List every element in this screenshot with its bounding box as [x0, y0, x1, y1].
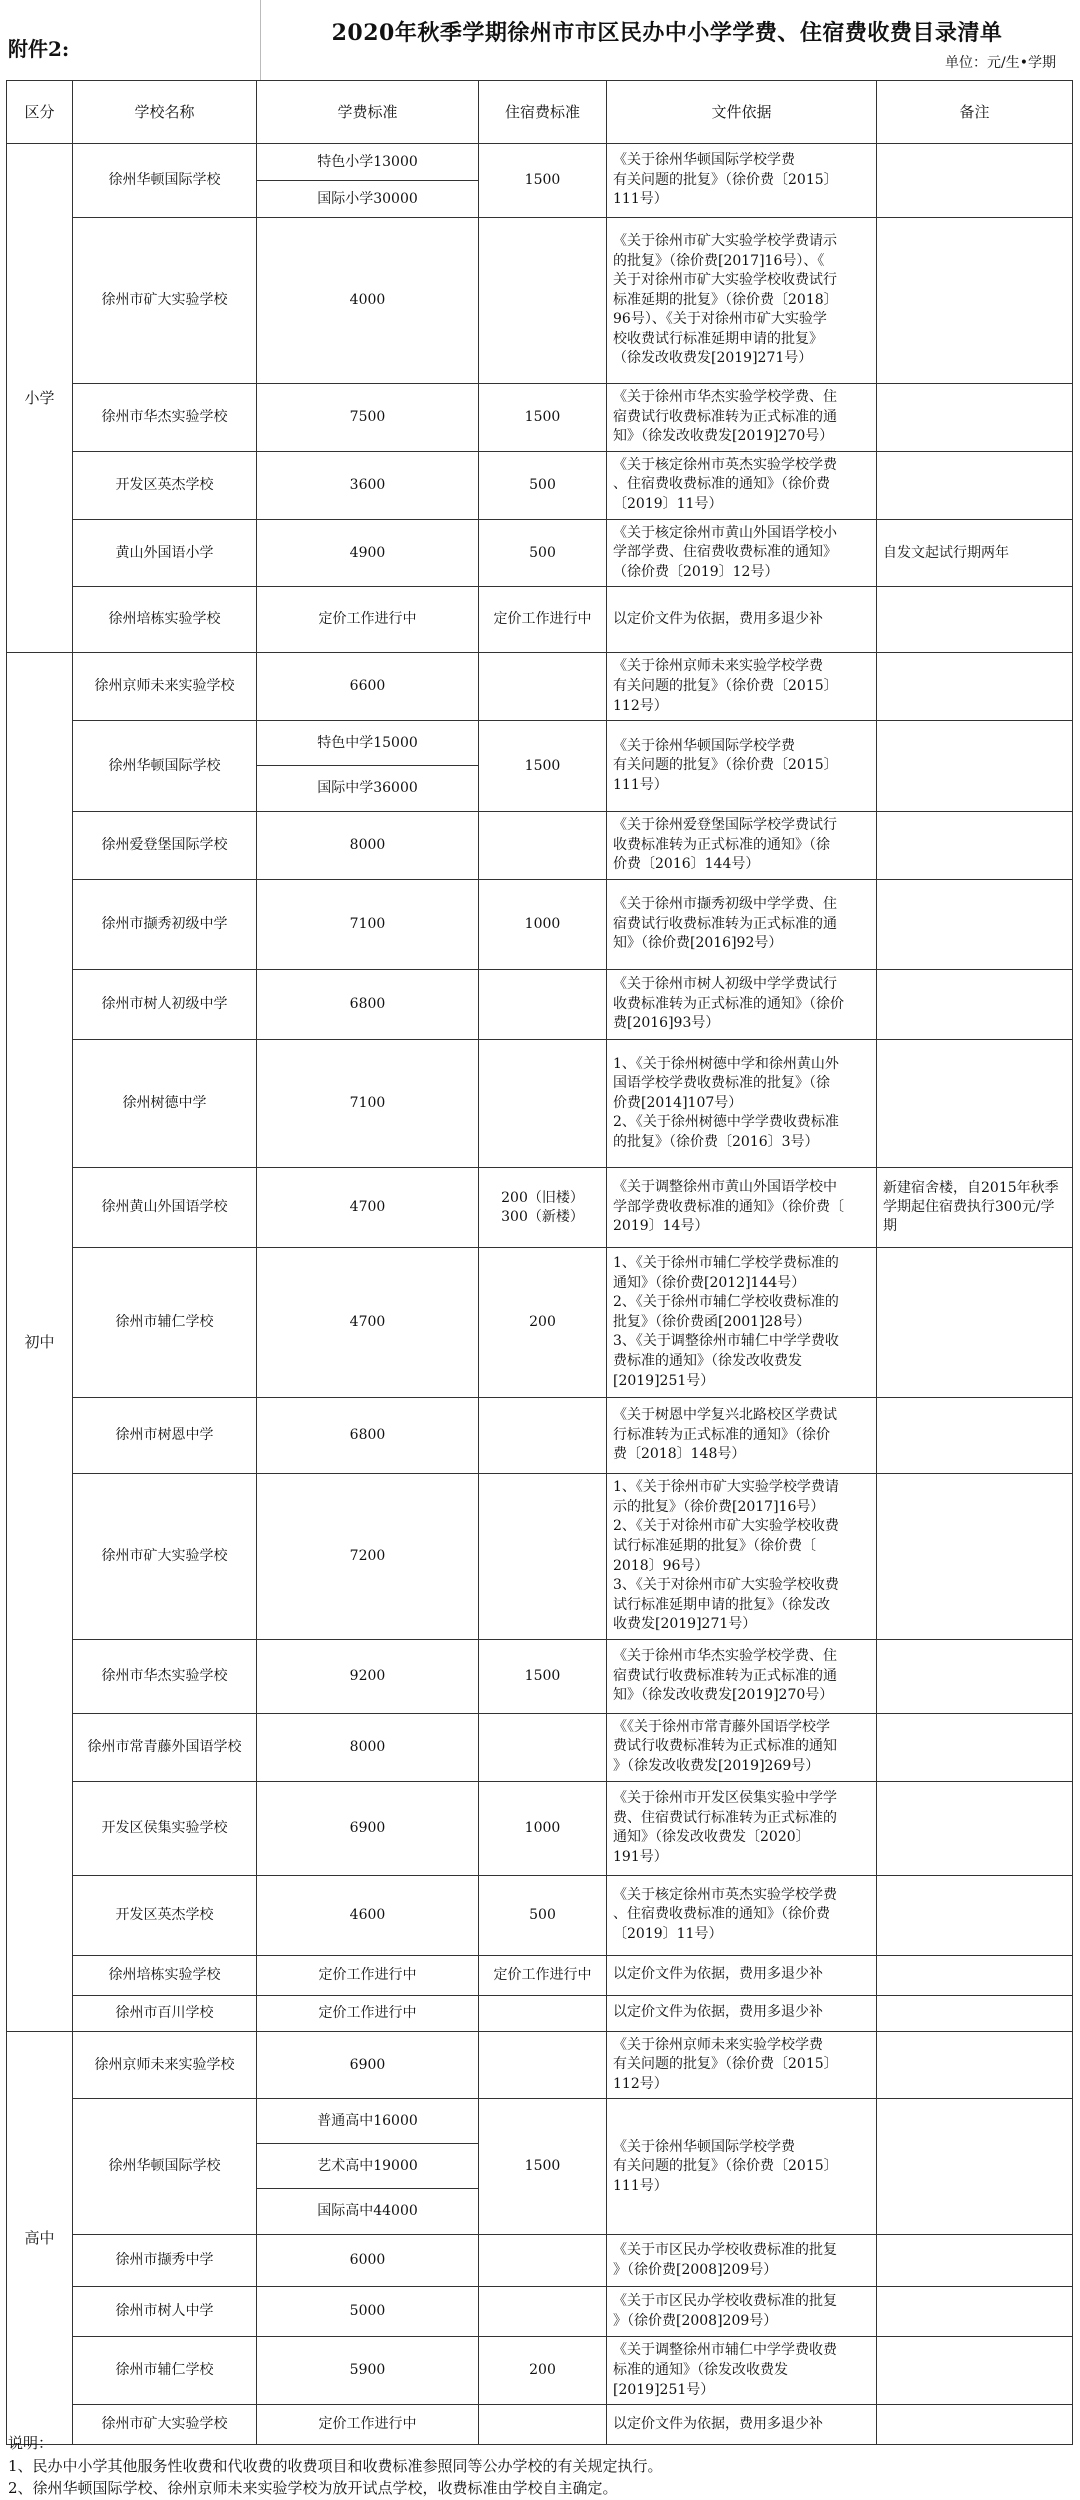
note-cell	[877, 144, 1073, 218]
school-name-cell: 开发区英杰学校	[73, 1875, 257, 1955]
tuition-cell: 8000	[257, 812, 479, 880]
document-basis-cell: 《关于徐州华顿国际学校学费 有关问题的批复》（徐价费〔2015〕 111号）	[607, 144, 877, 218]
tuition-cell: 定价工作进行中	[257, 1955, 479, 1995]
document-basis-cell: 《关于核定徐州市英杰实验学校学费 、住宿费收费标准的通知》（徐价费 〔2019〕11号）	[607, 451, 877, 519]
school-name-cell: 徐州华顿国际学校	[73, 2099, 257, 2235]
school-name-cell: 徐州市矿大实验学校	[73, 2405, 257, 2445]
boarding-fee-cell: 200	[479, 1248, 607, 1398]
document-basis-cell: 1、《关于徐州树德中学和徐州黄山外 国语学校学费收费标准的批复》（徐 价费[2014]107号） 2、《关于徐州树德中学学费收费标准 的批复》（徐价费〔2016〕3号）	[607, 1040, 877, 1168]
table-row	[7, 1639, 1073, 1713]
school-name-cell: 黄山外国语小学	[73, 519, 257, 587]
table-row	[7, 1040, 1073, 1168]
table-row	[7, 1955, 1073, 1995]
boarding-fee-cell: 1500	[479, 384, 607, 452]
school-name-cell: 徐州黄山外国语学校	[73, 1168, 257, 1248]
table-row	[7, 721, 1073, 766]
note-cell	[877, 2287, 1073, 2337]
document-basis-cell: 《关于徐州京师未来实验学校学费 有关问题的批复》（徐价费〔2015〕 112号）	[607, 2031, 877, 2099]
document-basis-cell: 《关于调整徐州市辅仁中学学费收费 标准的通知》（徐发改收费发 [2019]251号）	[607, 2337, 877, 2405]
document-basis-cell: 《关于树恩中学复兴北路校区学费试 行标准转为正式标准的通知》（徐价 费〔2018〕148号）	[607, 1398, 877, 1474]
document-basis-cell: 《关于调整徐州市黄山外国语学校中 学部学费收费标准的通知》（徐价费〔 2019〕14号）	[607, 1168, 877, 1248]
document-basis-cell: 以定价文件为依据，费用多退少补	[607, 587, 877, 653]
document-basis-cell: 《关于市区民办学校收费标准的批复 》（徐价费[2008]209号）	[607, 2235, 877, 2287]
table-body	[7, 144, 1073, 2445]
note-cell	[877, 2235, 1073, 2287]
table-row	[7, 880, 1073, 970]
table-row	[7, 1248, 1073, 1398]
school-name-cell: 徐州市树恩中学	[73, 1398, 257, 1474]
boarding-fee-cell	[479, 1474, 607, 1640]
tuition-cell: 9200	[257, 1639, 479, 1713]
school-name-cell: 徐州市撷秀中学	[73, 2235, 257, 2287]
table-row	[7, 1995, 1073, 2031]
col-header-document: 文件依据	[607, 81, 877, 144]
unit-label: 单位：元/生•学期	[945, 55, 1056, 71]
school-name-cell: 开发区英杰学校	[73, 451, 257, 519]
tuition-cell: 4900	[257, 519, 479, 587]
tuition-cell: 4000	[257, 218, 479, 384]
note-cell	[877, 384, 1073, 452]
school-name-cell: 徐州市树人中学	[73, 2287, 257, 2337]
tuition-cell: 4600	[257, 1875, 479, 1955]
category-cell: 小学	[7, 144, 73, 653]
boarding-fee-cell	[479, 1040, 607, 1168]
table-row	[7, 519, 1073, 587]
tuition-cell: 7500	[257, 384, 479, 452]
boarding-fee-cell: 1000	[479, 1781, 607, 1875]
document-basis-cell: 《关于徐州华顿国际学校学费 有关问题的批复》（徐价费〔2015〕 111号）	[607, 721, 877, 812]
tuition-cell: 4700	[257, 1248, 479, 1398]
document-basis-cell: 《关于徐州市撷秀初级中学学费、住 宿费试行收费标准转为正式标准的通 知》（徐价费[2016]92号）	[607, 880, 877, 970]
table-row	[7, 384, 1073, 452]
boarding-fee-cell	[479, 1713, 607, 1781]
fee-table	[6, 80, 1073, 2445]
document-basis-cell: 《关于徐州华顿国际学校学费 有关问题的批复》（徐价费〔2015〕 111号）	[607, 2099, 877, 2235]
col-header-boarding: 住宿费标准	[479, 81, 607, 144]
boarding-fee-cell	[479, 2235, 607, 2287]
footer-note-2: 2、徐州华顿国际学校、徐州京师未来实验学校为放开试点学校，收费标准由学校自主确定。	[8, 2479, 618, 2497]
tuition-cell: 国际中学36000	[257, 766, 479, 812]
school-name-cell: 徐州京师未来实验学校	[73, 653, 257, 721]
note-cell	[877, 721, 1073, 812]
document-basis-cell: 《关于市区民办学校收费标准的批复 》（徐价费[2008]209号）	[607, 2287, 877, 2337]
boarding-fee-cell	[479, 812, 607, 880]
boarding-fee-cell	[479, 218, 607, 384]
table-row	[7, 2031, 1073, 2099]
document-header	[0, 0, 1072, 80]
tuition-cell: 6800	[257, 1398, 479, 1474]
school-name-cell: 徐州市华杰实验学校	[73, 384, 257, 452]
document-basis-cell: 《关于徐州爱登堡国际学校学费试行 收费标准转为正式标准的通知》（徐 价费〔2016〕144号）	[607, 812, 877, 880]
document-basis-cell: 《关于徐州市树人初级中学学费试行 收费标准转为正式标准的通知》（徐价 费[2016]93号）	[607, 970, 877, 1040]
table-row	[7, 2337, 1073, 2405]
school-name-cell: 徐州市华杰实验学校	[73, 1639, 257, 1713]
note-cell	[877, 1040, 1073, 1168]
note-cell	[877, 812, 1073, 880]
table-row	[7, 970, 1073, 1040]
note-cell	[877, 970, 1073, 1040]
category-cell: 初中	[7, 653, 73, 2031]
school-name-cell: 徐州培栋实验学校	[73, 1955, 257, 1995]
tuition-cell: 特色小学13000	[257, 144, 479, 181]
boarding-fee-cell: 200	[479, 2337, 607, 2405]
footer-notes	[8, 2432, 663, 2500]
tuition-cell: 5900	[257, 2337, 479, 2405]
tuition-cell: 定价工作进行中	[257, 2405, 479, 2445]
note-cell	[877, 1474, 1073, 1640]
boarding-fee-cell: 500	[479, 519, 607, 587]
school-name-cell: 开发区侯集实验学校	[73, 1781, 257, 1875]
note-cell	[877, 1875, 1073, 1955]
note-cell	[877, 218, 1073, 384]
boarding-fee-cell	[479, 2031, 607, 2099]
boarding-fee-cell	[479, 1398, 607, 1474]
boarding-fee-cell: 1500	[479, 144, 607, 218]
category-cell: 高中	[7, 2031, 73, 2445]
note-cell	[877, 1713, 1073, 1781]
footer-label: 说明：	[8, 2434, 54, 2452]
school-name-cell: 徐州市树人初级中学	[73, 970, 257, 1040]
school-name-cell: 徐州培栋实验学校	[73, 587, 257, 653]
tuition-cell: 5000	[257, 2287, 479, 2337]
col-header-school: 学校名称	[73, 81, 257, 144]
boarding-fee-cell	[479, 1995, 607, 2031]
tuition-cell: 6900	[257, 2031, 479, 2099]
note-cell	[877, 1398, 1073, 1474]
note-cell	[877, 2099, 1073, 2235]
document-basis-cell: 《关于徐州市华杰实验学校学费、住 宿费试行收费标准转为正式标准的通 知》（徐发改收费发[2019]270号）	[607, 1639, 877, 1713]
col-header-tuition: 学费标准	[257, 81, 479, 144]
table-row	[7, 1168, 1073, 1248]
boarding-fee-cell: 1500	[479, 721, 607, 812]
table-row	[7, 1398, 1073, 1474]
col-header-category: 区分	[7, 81, 73, 144]
document-basis-cell: 以定价文件为依据，费用多退少补	[607, 2405, 877, 2445]
document-basis-cell: 以定价文件为依据，费用多退少补	[607, 1955, 877, 1995]
note-cell	[877, 2031, 1073, 2099]
table-row	[7, 1474, 1073, 1640]
school-name-cell: 徐州爱登堡国际学校	[73, 812, 257, 880]
note-cell	[877, 587, 1073, 653]
tuition-cell: 7200	[257, 1474, 479, 1640]
table-row	[7, 144, 1073, 181]
boarding-fee-cell: 定价工作进行中	[479, 1955, 607, 1995]
boarding-fee-cell: 200（旧楼） 300（新楼）	[479, 1168, 607, 1248]
school-name-cell: 徐州市辅仁学校	[73, 2337, 257, 2405]
tuition-cell: 艺术高中19000	[257, 2144, 479, 2189]
boarding-fee-cell	[479, 2287, 607, 2337]
tuition-cell: 定价工作进行中	[257, 587, 479, 653]
note-cell	[877, 1955, 1073, 1995]
tuition-cell: 4700	[257, 1168, 479, 1248]
header-divider	[260, 0, 261, 80]
tuition-cell: 7100	[257, 1040, 479, 1168]
tuition-cell: 6600	[257, 653, 479, 721]
school-name-cell: 徐州树德中学	[73, 1040, 257, 1168]
table-row	[7, 653, 1073, 721]
table-row	[7, 587, 1073, 653]
table-row	[7, 1781, 1073, 1875]
table-row	[7, 1875, 1073, 1955]
table-header-row	[7, 81, 1073, 144]
table-row	[7, 2287, 1073, 2337]
boarding-fee-cell: 定价工作进行中	[479, 587, 607, 653]
school-name-cell: 徐州华顿国际学校	[73, 721, 257, 812]
boarding-fee-cell: 1500	[479, 1639, 607, 1713]
document-basis-cell: 《关于徐州市开发区侯集实验中学学 费、住宿费试行标准转为正式标准的 通知》（徐发改收费发〔2020〕 191号）	[607, 1781, 877, 1875]
tuition-cell: 3600	[257, 451, 479, 519]
table-row	[7, 2235, 1073, 2287]
school-name-cell: 徐州市矿大实验学校	[73, 218, 257, 384]
tuition-cell: 8000	[257, 1713, 479, 1781]
note-cell	[877, 1781, 1073, 1875]
tuition-cell: 普通高中16000	[257, 2099, 479, 2144]
tuition-cell: 7100	[257, 880, 479, 970]
document-basis-cell: 以定价文件为依据，费用多退少补	[607, 1995, 877, 2031]
boarding-fee-cell	[479, 653, 607, 721]
note-cell	[877, 1248, 1073, 1398]
school-name-cell: 徐州市百川学校	[73, 1995, 257, 2031]
school-name-cell: 徐州华顿国际学校	[73, 144, 257, 218]
boarding-fee-cell	[479, 970, 607, 1040]
attachment-label: 附件2:	[8, 37, 70, 61]
note-cell	[877, 451, 1073, 519]
note-cell	[877, 2405, 1073, 2445]
note-cell	[877, 1995, 1073, 2031]
school-name-cell: 徐州京师未来实验学校	[73, 2031, 257, 2099]
note-cell	[877, 2337, 1073, 2405]
note-cell: 新建宿舍楼，自2015年秋季学期起住宿费执行300元/学期	[877, 1168, 1073, 1248]
document-basis-cell: 《关于核定徐州市英杰实验学校学费 、住宿费收费标准的通知》（徐价费 〔2019〕11号）	[607, 1875, 877, 1955]
document-basis-cell: 《关于核定徐州市黄山外国语学校小 学部学费、住宿费收费标准的通知》 （徐价费〔2019〕12号）	[607, 519, 877, 587]
boarding-fee-cell: 1500	[479, 2099, 607, 2235]
school-name-cell: 徐州市矿大实验学校	[73, 1474, 257, 1640]
document-basis-cell: 《《关于徐州市常青藤外国语学校学 费试行收费标准转为正式标准的通知 》（徐发改收费发[2019]269号）	[607, 1713, 877, 1781]
document-basis-cell: 《关于徐州市华杰实验学校学费、住 宿费试行收费标准转为正式标准的通 知》（徐发改收费发[2019]270号）	[607, 384, 877, 452]
note-cell	[877, 1639, 1073, 1713]
tuition-cell: 特色中学15000	[257, 721, 479, 766]
school-name-cell: 徐州市常青藤外国语学校	[73, 1713, 257, 1781]
boarding-fee-cell: 500	[479, 451, 607, 519]
document-basis-cell: 1、《关于徐州市矿大实验学校学费请 示的批复》（徐价费[2017]16号） 2、《关于对徐州市矿大实验学校收费 试行标准延期的批复》（徐价费〔 2018〕96号） 3、《关于对徐州市矿大实验学校收费 试行标准延期申请的批复》（徐发改 收费发[2019]271号）	[607, 1474, 877, 1640]
table-row	[7, 1713, 1073, 1781]
tuition-cell: 6000	[257, 2235, 479, 2287]
tuition-cell: 国际小学30000	[257, 181, 479, 218]
document-basis-cell: 《关于徐州市矿大实验学校学费请示 的批复》（徐价费[2017]16号）、《 关于对徐州市矿大实验学校收费试行 标准延期的批复》（徐价费〔2018〕 96号）、《关于对徐州市矿大实验学 校收费试行标准延期申请的批复》 （徐发改收费发[2019]271号）	[607, 218, 877, 384]
tuition-cell: 6900	[257, 1781, 479, 1875]
boarding-fee-cell: 500	[479, 1875, 607, 1955]
document-basis-cell: 《关于徐州京师未来实验学校学费 有关问题的批复》（徐价费〔2015〕 112号）	[607, 653, 877, 721]
page-title: 2020年秋季学期徐州市市区民办中小学学费、住宿费收费目录清单	[331, 20, 1003, 46]
note-cell: 自发文起试行期两年	[877, 519, 1073, 587]
school-name-cell: 徐州市辅仁学校	[73, 1248, 257, 1398]
tuition-cell: 国际高中44000	[257, 2189, 479, 2235]
table-row	[7, 812, 1073, 880]
note-cell	[877, 653, 1073, 721]
table-row	[7, 2099, 1073, 2144]
note-cell	[877, 880, 1073, 970]
boarding-fee-cell: 1000	[479, 880, 607, 970]
table-row	[7, 218, 1073, 384]
footer-note-1: 1、民办中小学其他服务性收费和代收费的收费项目和收费标准参照同等公办学校的有关规定执行。	[8, 2456, 663, 2475]
tuition-cell: 定价工作进行中	[257, 1995, 479, 2031]
document-basis-cell: 1、《关于徐州市辅仁学校学费标准的 通知》（徐价费[2012]144号） 2、《关于徐州市辅仁学校收费标准的 批复》（徐价费函[2001]28号） 3、《关于调整徐州市辅仁中学学费收 费标准的通知》（徐发改收费发 [2019]251号）	[607, 1248, 877, 1398]
school-name-cell: 徐州市撷秀初级中学	[73, 880, 257, 970]
col-header-note: 备注	[877, 81, 1073, 144]
tuition-cell: 6800	[257, 970, 479, 1040]
table-row	[7, 451, 1073, 519]
